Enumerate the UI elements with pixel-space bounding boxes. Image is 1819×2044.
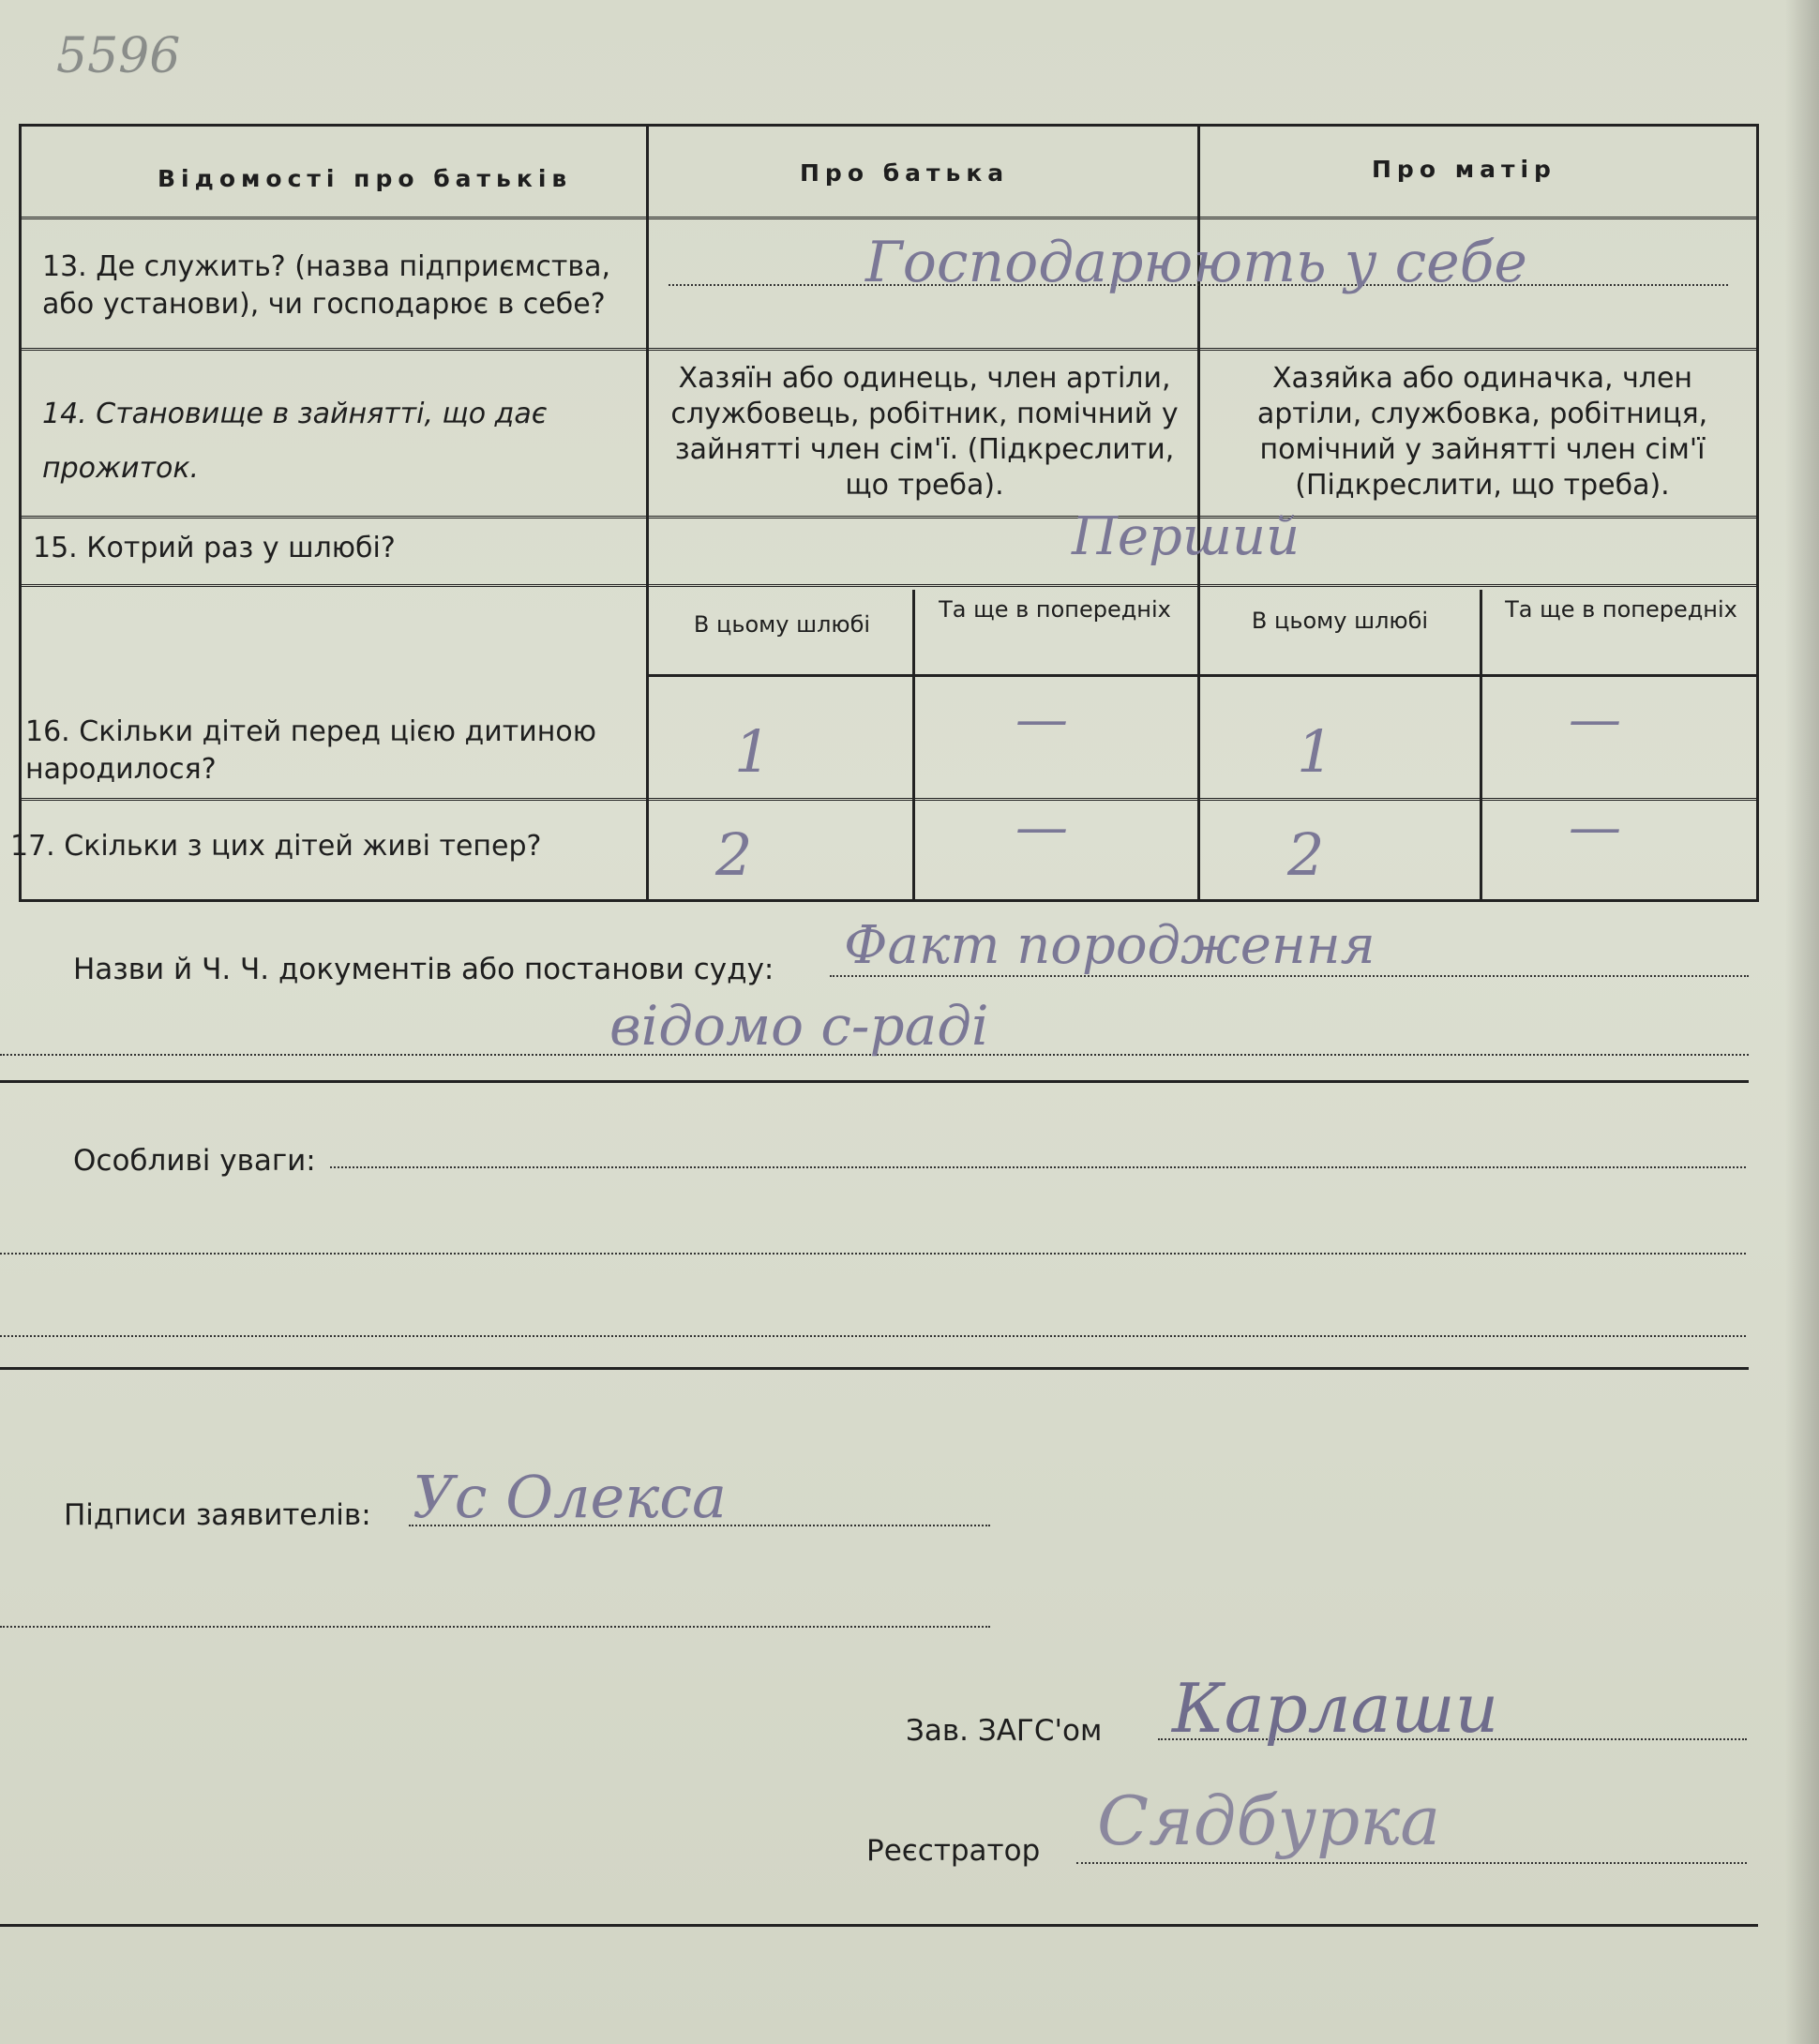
subcol-divider-mother <box>1480 590 1482 899</box>
q17-mother-this: 2 <box>1287 820 1325 889</box>
applicants-dotted-line-2 <box>0 1626 990 1628</box>
q17-mother-prev: — <box>1569 797 1621 858</box>
documents-label: Назви й Ч. Ч. документів або постанови суду: <box>73 953 774 986</box>
archive-mark: 5596 <box>56 28 181 84</box>
subhead-divider <box>646 674 1756 677</box>
head-zags-label: Зав. ЗАГС'ом <box>906 1714 1103 1748</box>
subhead-father-prev: Та ще в попередніх <box>939 596 1171 623</box>
paper-edge-shadow <box>1785 0 1819 2044</box>
registrar-signature: Сядбурка <box>1097 1781 1441 1860</box>
documents-value-2: відомо с-раді <box>609 994 989 1058</box>
q14-mother-options: Хазяйка або одиначка, член артіли, службовка, робітниця, помічний у зайнятті член сім'ї (Підкреслити, що треба). <box>1256 362 1708 502</box>
header-col2: Про батька <box>800 159 1010 187</box>
q15-question: 15. Котрий раз у шлюбі? <box>33 532 396 564</box>
remarks-label: Особливі уваги: <box>73 1144 316 1178</box>
head-zags-signature: Карлаши <box>1172 1669 1499 1748</box>
subhead-mother-prev: Та ще в попередніх <box>1505 596 1737 623</box>
row-divider <box>22 798 1756 806</box>
registrar-label: Реєстратор <box>866 1834 1041 1868</box>
remarks-dotted-line-2 <box>0 1253 1746 1255</box>
subhead-father-this: В цьому шлюбі <box>693 611 871 638</box>
header-col3: Про матір <box>1372 156 1556 183</box>
applicants-signature: Ус Олекса <box>413 1463 727 1531</box>
q15-answer: Перший <box>1072 506 1300 567</box>
applicants-label: Підписи заявителів: <box>64 1498 371 1532</box>
q16-question: 16. Скільки дітей перед цією дитиною народилося? <box>25 715 596 786</box>
section-divider <box>0 1080 1749 1083</box>
q16-father-prev: — <box>1015 689 1068 750</box>
q16-mother-this: 1 <box>1297 717 1334 786</box>
header-col1: Відомості про батьків <box>158 165 573 192</box>
q14-father-options: Хазяїн або одинець, член артіли, службовець, робітник, помічний у зайнятті член сім'ї. (Підкреслити, що треба). <box>670 362 1179 502</box>
q13-answer: Господарюють у себе <box>865 230 1527 295</box>
bottom-border <box>0 1924 1758 1927</box>
subcol-divider-father <box>912 590 915 899</box>
section-divider <box>0 1367 1749 1370</box>
subhead-mother-this: В цьому шлюбі <box>1251 608 1429 634</box>
col-divider-1 <box>646 127 649 899</box>
q16-mother-prev: — <box>1569 689 1621 750</box>
row-divider <box>22 348 1756 356</box>
registrar-dotted-line <box>1076 1862 1747 1864</box>
row-divider <box>22 584 1756 593</box>
q17-question: 17. Скільки з цих дітей живі тепер? <box>10 830 542 863</box>
q17-father-this: 2 <box>715 820 753 889</box>
parents-info-table <box>10 124 1759 902</box>
row-divider <box>22 217 1756 225</box>
documents-value-1: Факт породження <box>844 915 1376 976</box>
q14-question: 14. Становище в зайнятті, що дає прожиток. <box>42 398 548 485</box>
q13-question: 13. Де служить? (назва підприємства, або установи), чи господарює в себе? <box>42 250 611 321</box>
q16-father-this: 1 <box>734 717 772 786</box>
remarks-dotted-line-3 <box>0 1335 1746 1337</box>
q17-father-prev: — <box>1015 797 1068 858</box>
remarks-dotted-line-1 <box>330 1166 1746 1168</box>
row-divider <box>22 516 1756 524</box>
